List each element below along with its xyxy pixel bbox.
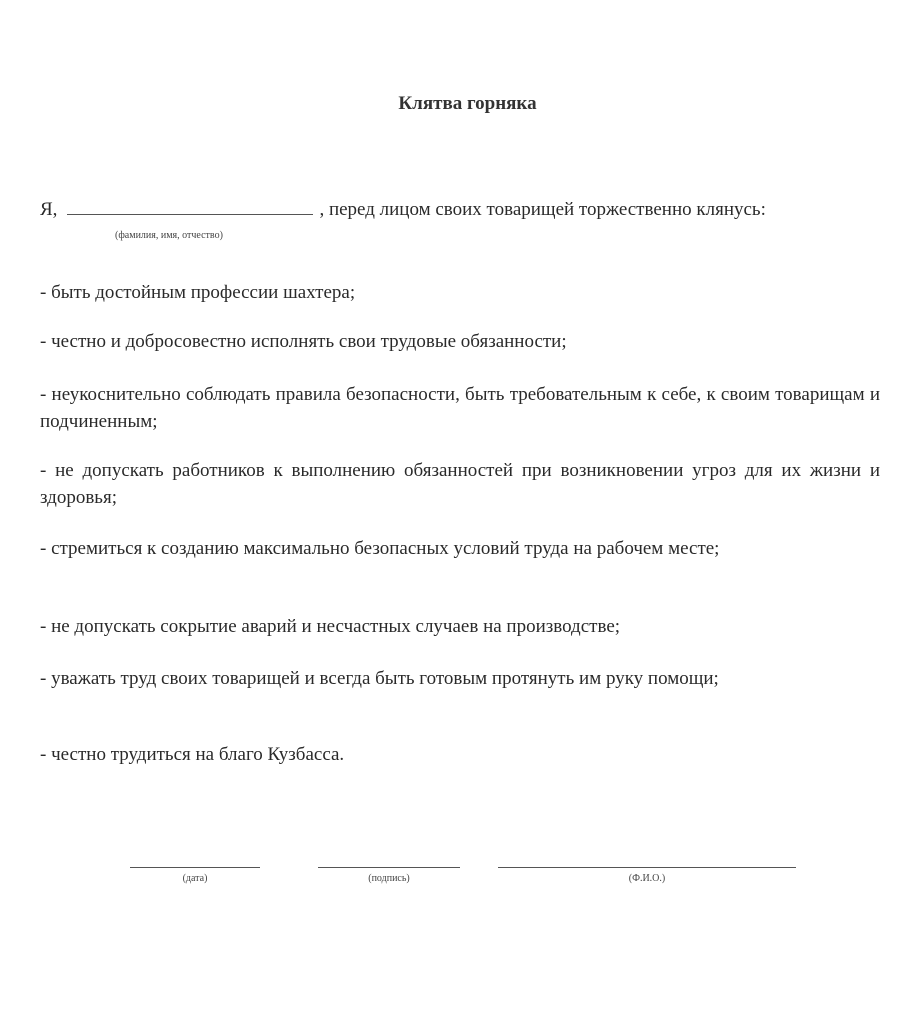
full-name-label: (Ф.И.О.) bbox=[628, 873, 666, 884]
full-name-line[interactable] bbox=[498, 867, 796, 868]
oath-item: - стремиться к созданию максимально безопасных условий труда на рабочем месте; bbox=[40, 538, 720, 559]
oath-item: - честно трудиться на благо Кузбасса. bbox=[40, 744, 345, 765]
oath-item: - не допускать сокрытие аварий и несчастных случаев на производстве; bbox=[40, 616, 621, 637]
date-line[interactable] bbox=[130, 867, 260, 868]
date-label: (дата) bbox=[182, 873, 208, 884]
signature-label: (подпись) bbox=[368, 873, 410, 884]
oath-prefix: Я, bbox=[40, 199, 58, 220]
name-blank-hint: (фамилия, имя, отчество) bbox=[115, 230, 223, 241]
oath-item: - быть достойным профессии шахтера; bbox=[40, 282, 356, 303]
oath-item: - уважать труд своих товарищей и всегда быть готовым протянуть им руку помощи; bbox=[40, 668, 719, 689]
oath-suffix: , перед лицом своих товарищей торжественно клянусь: bbox=[319, 199, 766, 220]
oath-item: - честно и добросовестно исполнять свои трудовые обязанности; bbox=[40, 331, 567, 352]
oath-intro bbox=[40, 199, 880, 221]
name-blank-field[interactable] bbox=[67, 199, 313, 215]
document-title: Клятва горняка bbox=[398, 93, 537, 114]
signature-line[interactable] bbox=[318, 867, 460, 868]
oath-item: - неукоснительно соблюдать правила безопасности, быть требовательным к себе, к своим товарищам и подчиненным; bbox=[40, 384, 880, 432]
oath-item: - не допускать работников к выполнению обязанностей при возникновении угроз для их жизни и здоровья; bbox=[40, 460, 880, 508]
